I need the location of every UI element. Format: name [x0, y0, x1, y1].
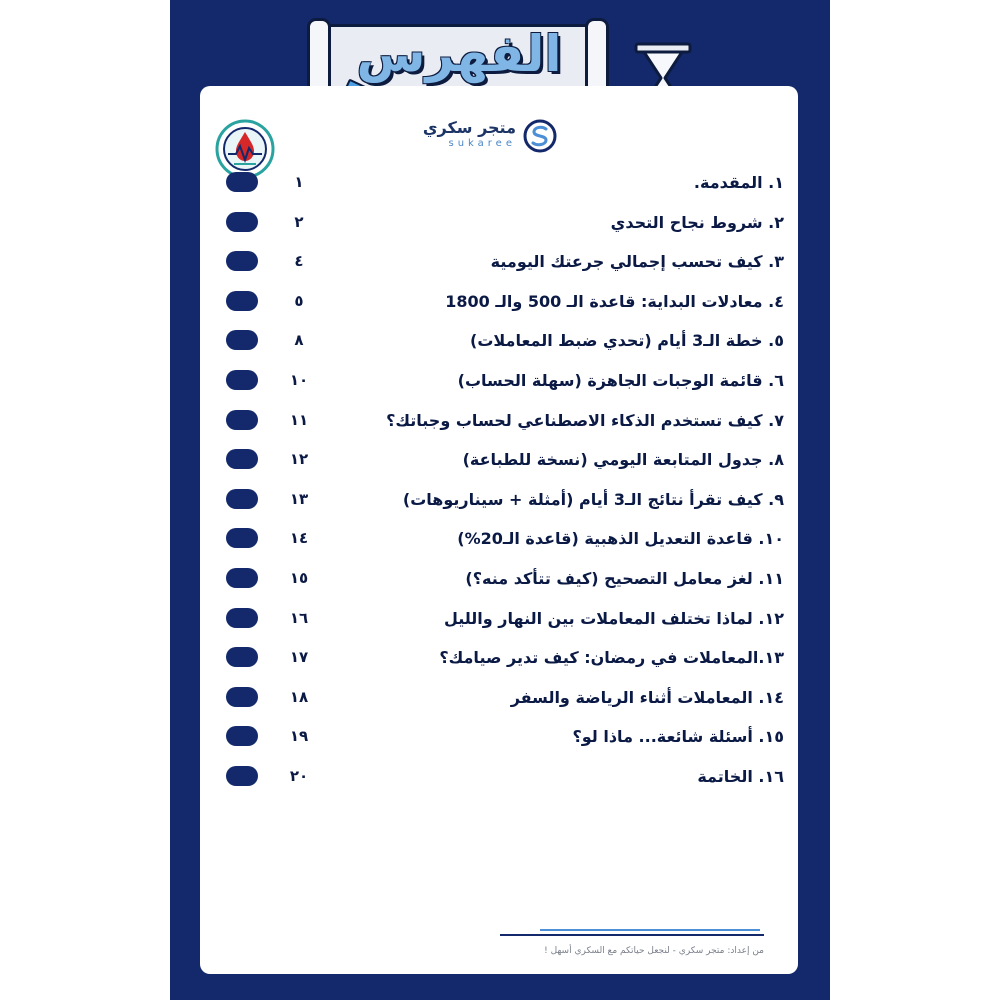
toc-page-number: ١٠ [289, 371, 309, 389]
toc-page-number: ١٢ [289, 450, 309, 469]
page-marker-pill [226, 330, 258, 350]
toc-row[interactable] [220, 447, 790, 473]
page-marker-pill [226, 370, 258, 390]
page-title: الفهرس [356, 25, 562, 83]
footer-divider [500, 934, 764, 936]
toc-row[interactable] [220, 685, 790, 711]
toc-entry-label: ٦. قائمة الوجبات الجاهزة (سهلة الحساب) [457, 371, 784, 390]
footer-credit: من إعداد: متجر سكري - لنجعل حياتكم مع السكري أسهل ! [544, 946, 764, 956]
toc-row[interactable] [220, 764, 790, 790]
toc-row[interactable] [220, 249, 790, 275]
page-marker-pill [226, 251, 258, 271]
toc-entry-label: ٩. كيف تقرأ نتائج الـ3 أيام (أمثلة + سيناريوهات) [402, 489, 784, 509]
footer-accent-line [540, 929, 760, 931]
toc-page-number: ١١ [289, 410, 309, 429]
page-marker-pill [226, 528, 258, 548]
toc-page-number: ٥ [294, 291, 304, 310]
toc-row[interactable] [220, 606, 790, 632]
page-marker-pill [226, 291, 258, 311]
toc-row[interactable] [220, 289, 790, 315]
toc-page-number: ٢٠ [289, 767, 309, 785]
toc-page-number: ١٥ [289, 569, 309, 587]
toc-entry-label: ١٠. قاعدة التعديل الذهبية (قاعدة الـ20%) [457, 529, 784, 549]
toc-row[interactable] [220, 408, 790, 434]
toc-entry-label: ٣. كيف تحسب إجمالي جرعتك اليومية [490, 252, 784, 272]
brand-name-arabic: متجر سكري [422, 118, 516, 137]
page-marker-pill [226, 647, 258, 667]
toc-page-number: ٨ [294, 331, 304, 350]
toc-page-number: ٤ [294, 252, 304, 271]
toc-page-number: ١٨ [289, 687, 309, 706]
page-marker-pill [226, 172, 258, 192]
toc-entry-label: ١٢. لماذا تختلف المعاملات بين النهار والليل [443, 608, 784, 628]
page-marker-pill [226, 489, 258, 509]
toc-entry-label: ٢. شروط نجاح التحدي [610, 212, 784, 232]
toc-entry-label: ٤. معادلات البداية: قاعدة الـ 500 والـ 1800 [445, 291, 784, 311]
page-marker-pill [226, 449, 258, 469]
toc-row[interactable] [220, 368, 790, 394]
page-marker-pill [226, 608, 258, 628]
page-marker-pill [226, 410, 258, 430]
toc-row[interactable] [220, 645, 790, 671]
toc-entry-label: ٥. خطة الـ3 أيام (تحدي ضبط المعاملات) [470, 331, 784, 351]
toc-entry-label: ١٦. الخاتمة [697, 767, 784, 786]
toc-row[interactable] [220, 487, 790, 513]
page-marker-pill [226, 212, 258, 232]
toc-row[interactable] [220, 566, 790, 592]
toc-row[interactable] [220, 724, 790, 750]
page-marker-pill [226, 726, 258, 746]
toc-entry-label: ١٣.المعاملات في رمضان: كيف تدير صيامك؟ [439, 648, 784, 668]
toc-page-number: ١ [294, 173, 304, 191]
toc-entry-label: ١٥. أسئلة شائعة... ماذا لو؟ [572, 727, 784, 747]
brand-name-latin: sukaree [448, 138, 516, 149]
toc-page-number: ١٦ [289, 608, 309, 627]
page-marker-pill [226, 687, 258, 707]
toc-page-number: ١٣ [289, 489, 309, 508]
toc-entry-label: ٧. كيف تستخدم الذكاء الاصطناعي لحساب وجباتك؟ [386, 410, 784, 430]
toc-row[interactable] [220, 210, 790, 236]
toc-entry-label: ١. المقدمة. [693, 173, 784, 192]
toc-entry-label: ٨. جدول المتابعة اليومي (نسخة للطباعة) [462, 450, 784, 470]
toc-row[interactable] [220, 328, 790, 354]
toc-page-number: ١٤ [289, 529, 309, 548]
toc-page-number: ١٩ [289, 727, 309, 746]
toc-page-number: ١٧ [289, 648, 309, 667]
toc-page-number: ٢ [294, 212, 304, 231]
page-marker-pill [226, 766, 258, 786]
toc-row[interactable] [220, 170, 790, 196]
toc-row[interactable] [220, 526, 790, 552]
page-marker-pill [226, 568, 258, 588]
toc-entry-label: ١١. لغز معامل التصحيح (كيف تتأكد منه؟) [465, 569, 784, 588]
toc-entry-label: ١٤. المعاملات أثناء الرياضة والسفر [510, 687, 784, 707]
